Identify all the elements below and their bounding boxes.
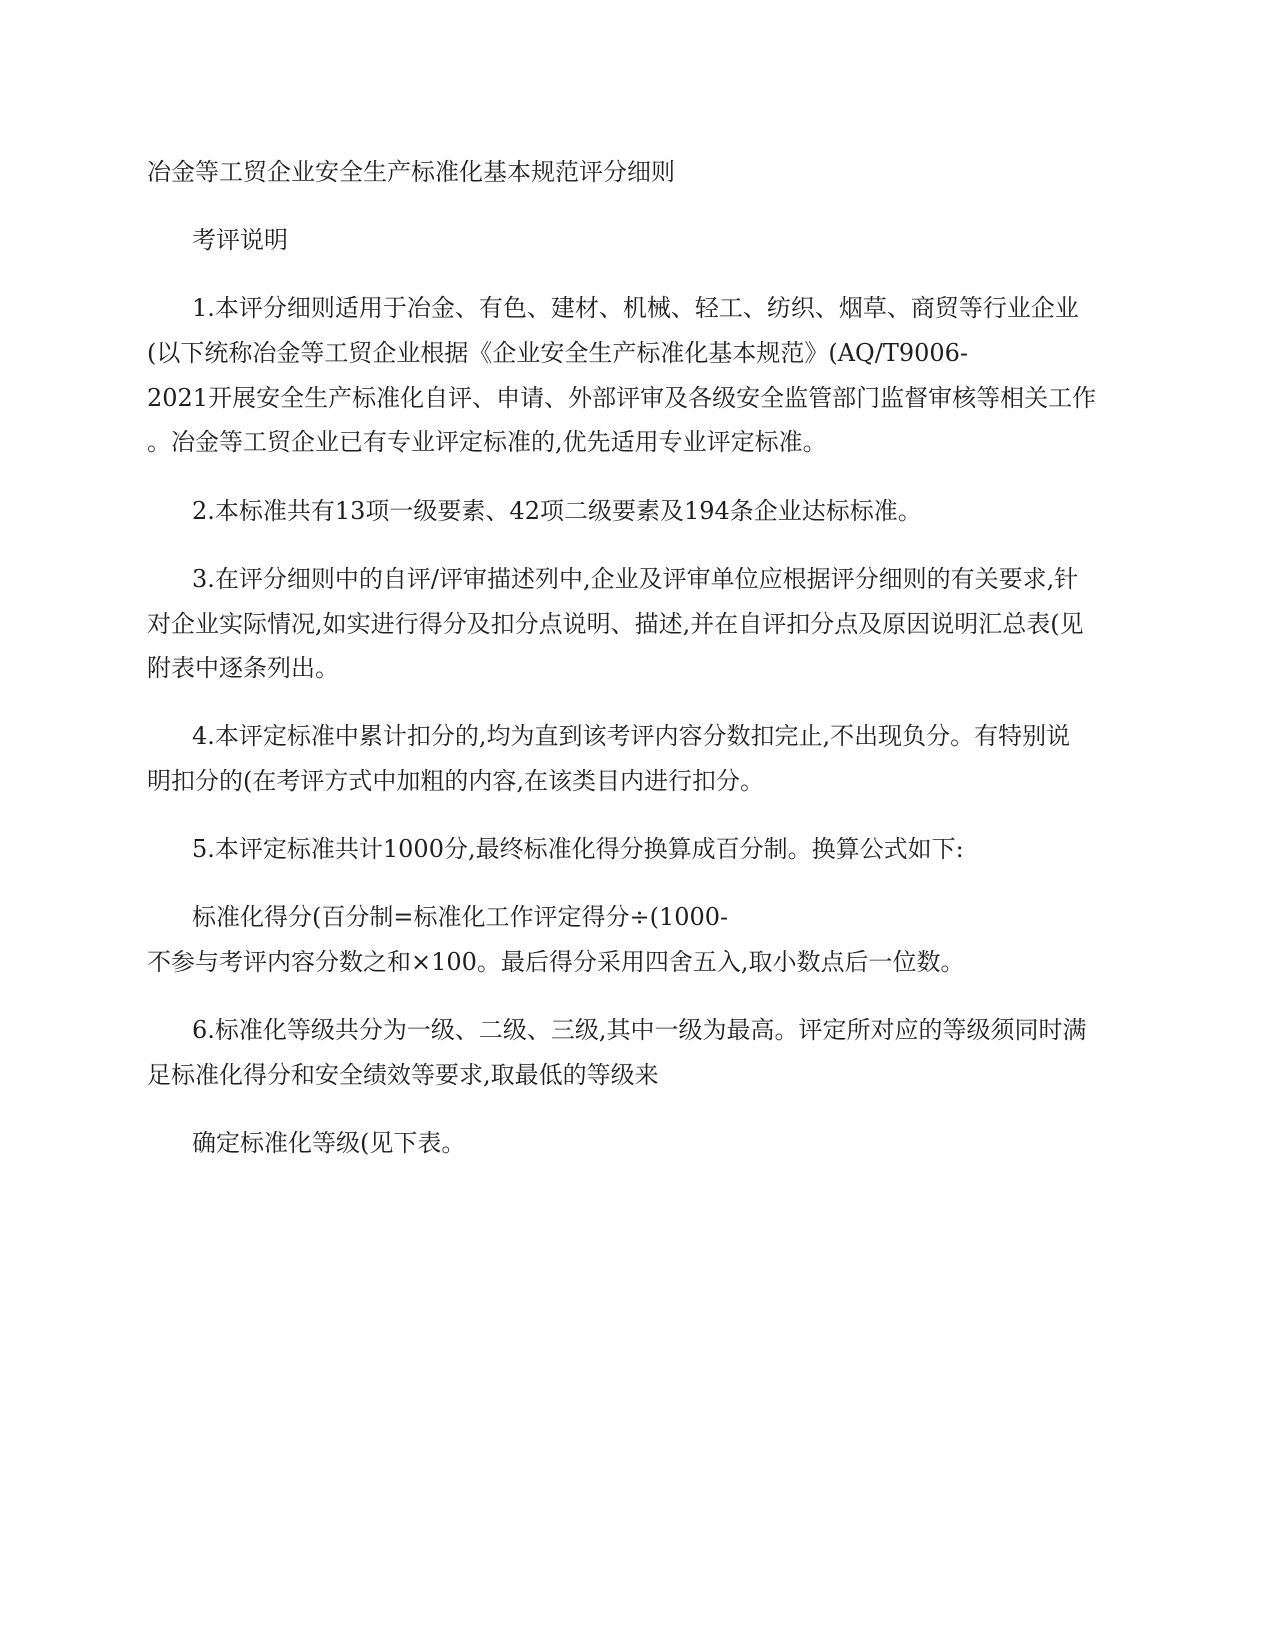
paragraph-line: 不参与考评内容分数之和×100。最后得分采用四舍五入,取小数点后一位数。 [147,948,965,977]
paragraph-line: (以下统称冶金等工贸企业根据《企业安全生产标准化基本规范》(AQ/T9006- [147,339,969,368]
paragraph-2 [147,489,1095,534]
paragraph-line: 4.本评定标准中累计扣分的,均为直到该考评内容分数扣完止,不出现负分。有特别说 [192,722,1071,751]
paragraph-3 [147,557,1095,691]
paragraph-line: 对企业实际情况,如实进行得分及扣分点说明、描述,并在自评扣分点及原因说明汇总表(见 [147,609,1084,638]
paragraph-5 [147,827,1095,872]
paragraph-line: 3.在评分细则中的自评/评审描述列中,企业及评审单位应根据评分细则的有关要求,针 [192,564,1079,593]
paragraph-7 [147,1121,1095,1166]
paragraph-line: 6.标准化等级共分为一级、二级、三级,其中一级为最高。评定所对应的等级须同时满 [192,1016,1087,1045]
paragraph-line: 5.本评定标准共计1000分,最终标准化得分换算成百分制。换算公式如下: [192,835,964,864]
paragraph-1 [147,286,1095,465]
section-heading [147,218,1095,263]
paragraph-line: 明扣分的(在考评方式中加粗的内容,在该类目内进行扣分。 [147,767,764,796]
paragraph-line: 2.本标准共有13项一级要素、42项二级要素及194条企业达标标准。 [192,496,922,525]
paragraph-line: 足标准化得分和安全绩效等要求,取最低的等级来 [147,1061,659,1089]
paragraph-line: 。冶金等工贸企业已有专业评定标准的,优先适用专业评定标准。 [147,428,827,457]
paragraph-line: 标准化得分(百分制=标准化工作评定得分÷(1000- [192,903,729,932]
paragraph-line: 1.本评分细则适用于冶金、有色、建材、机械、轻工、纺织、烟草、商贸等行业企业 [192,294,1079,323]
formula-paragraph [147,895,1095,984]
paragraph-4 [147,714,1095,803]
paragraph-line: 2021开展安全生产标准化自评、申请、外部评审及各级安全监管部门监督审核等相关工作 [147,383,1097,412]
paragraph-6 [147,1008,1095,1097]
paragraph-line: 考评说明 [192,226,288,255]
document-title [147,150,1095,195]
paragraph-line: 确定标准化等级(见下表。 [192,1129,466,1158]
title-line: 冶金等工贸企业安全生产标准化基本规范评分细则 [147,158,675,186]
paragraph-line: 附表中逐条列出。 [147,654,339,683]
